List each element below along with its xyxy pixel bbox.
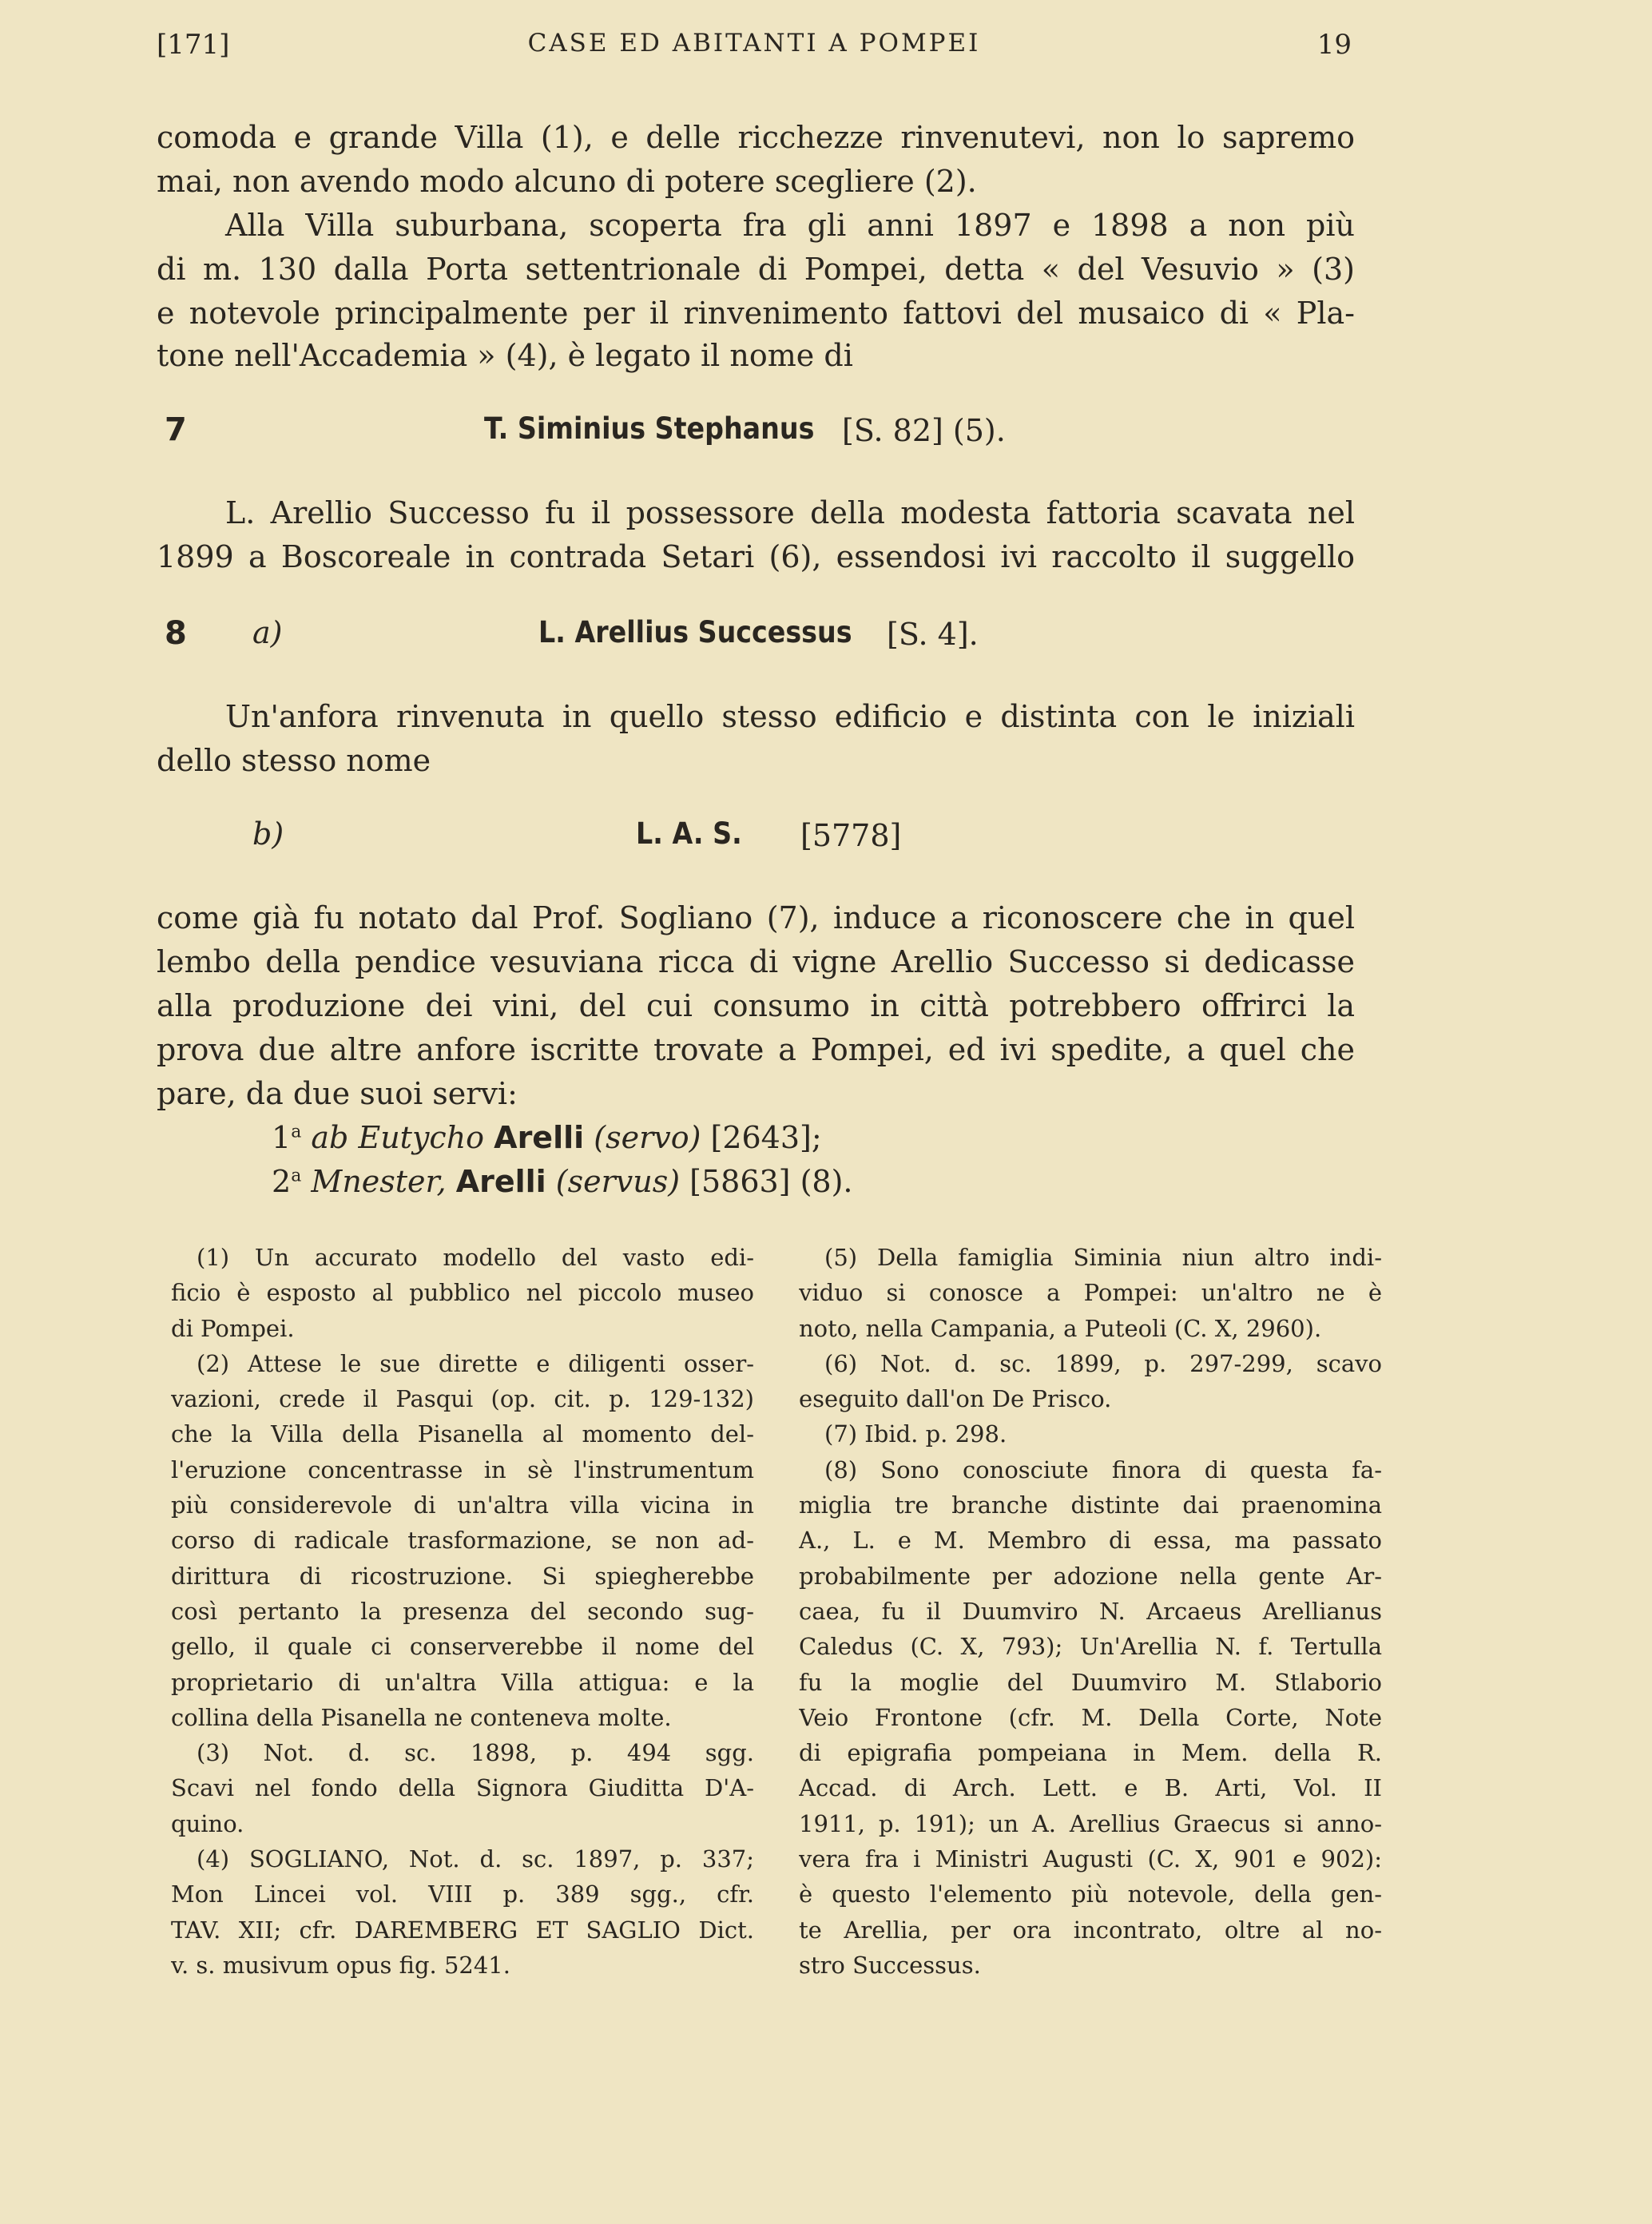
footnote-line: (4) SOGLIANO, Not. d. sc. 1897, p. 337; bbox=[197, 1845, 754, 1873]
footnote-line: Accad. di Arch. Lett. e B. Arti, Vol. II bbox=[799, 1774, 1382, 1802]
entry-number: 8 bbox=[165, 615, 187, 652]
page-number-bracketed: [171] bbox=[157, 29, 230, 61]
footnote-line: dirittura di ricostruzione. Si spiegherebbe bbox=[171, 1562, 754, 1590]
footnote-line: probabilmente per adozione nella gente Ar- bbox=[799, 1562, 1382, 1590]
body-line: pare, da due suoi servi: bbox=[157, 1076, 518, 1111]
ordinal-suffix: a bbox=[291, 1122, 302, 1142]
footnote-line: quino. bbox=[171, 1809, 244, 1837]
inscription-name: T. Siminius Stephanus bbox=[484, 411, 815, 446]
list-item bbox=[272, 1164, 852, 1199]
body-line: tone nell'Accademia » (4), è legato il nome di bbox=[157, 338, 853, 373]
footnote-line: di Pompei. bbox=[171, 1314, 295, 1342]
inscription-name: Arelli bbox=[494, 1120, 585, 1155]
footnote-line: v. s. musivum opus fig. 5241. bbox=[171, 1951, 510, 1979]
inscription-reference: [2643]; bbox=[710, 1120, 822, 1155]
inscription-reference: [5778] bbox=[800, 818, 902, 853]
inscription-reference: [S. 4]. bbox=[887, 617, 979, 652]
body-line: e notevole principalmente per il rinvenimento fattovi del musaico di « Pla- bbox=[157, 296, 1355, 331]
footnote-line: eseguito dall'on De Prisco. bbox=[799, 1385, 1112, 1413]
inscription-gloss: (servus) bbox=[555, 1164, 681, 1199]
body-line: lembo della pendice vesuviana ricca di vigne Arellio Successo si dedicasse bbox=[157, 944, 1355, 979]
footnote-line: l'eruzione concentrasse in sè l'instrumentum bbox=[171, 1456, 754, 1483]
body-line: mai, non avendo modo alcuno di potere scegliere (2). bbox=[157, 164, 977, 199]
body-line: Alla Villa suburbana, scoperta fra gli anni 1897 e 1898 a non più bbox=[225, 208, 1355, 243]
footnote-line: (5) Della famiglia Siminia niun altro indi- bbox=[824, 1244, 1382, 1271]
footnote-line: (7) Ibid. p. 298. bbox=[824, 1420, 1007, 1448]
footnote-line: te Arellia, per ora incontrato, oltre al no- bbox=[799, 1916, 1382, 1944]
inscription-entry-7 bbox=[157, 411, 1355, 459]
footnote-line: (1) Un accurato modello del vasto edi- bbox=[197, 1244, 754, 1271]
footnote-line: di epigrafia pompeiana in Mem. della R. bbox=[799, 1739, 1382, 1767]
footnote-line: gello, il quale ci conserverebbe il nome del bbox=[171, 1633, 754, 1661]
body-line: dello stesso nome bbox=[157, 743, 431, 778]
footnote-line: (2) Attese le sue dirette e diligenti osser- bbox=[197, 1349, 754, 1377]
footnote-line: 1911, p. 191); un A. Arellius Graecus si anno- bbox=[799, 1809, 1382, 1837]
inscription-entry-8b bbox=[157, 816, 1355, 864]
body-line: come già fu notato dal Prof. Sogliano (7), induce a riconoscere che in quel bbox=[157, 900, 1355, 935]
footnote-line: è questo l'elemento più notevole, della gen- bbox=[799, 1880, 1382, 1908]
inscription-reference: [5863] (8). bbox=[689, 1164, 853, 1199]
footnote-line: Veio Frontone (cfr. M. Della Corte, Note bbox=[799, 1703, 1382, 1731]
inscription-reference: [S. 82] (5). bbox=[842, 413, 1006, 448]
body-line: Un'anfora rinvenuta in quello stesso edificio e distinta con le iniziali bbox=[225, 699, 1355, 734]
inscription-gloss: (servo) bbox=[594, 1120, 701, 1155]
body-line: di m. 130 dalla Porta settentrionale di Pompei, detta « del Vesuvio » (3) bbox=[157, 252, 1355, 287]
footnotes-right-column bbox=[799, 1240, 1382, 1983]
footnote-line: stro Successus. bbox=[799, 1951, 981, 1979]
footnote-line: TAV. XII; cfr. DAREMBERG ET SAGLIO Dict. bbox=[171, 1916, 754, 1944]
inscription-text: Mnester, bbox=[311, 1164, 447, 1199]
footnote-line: ficio è esposto al pubblico nel piccolo museo bbox=[171, 1279, 754, 1307]
footnote-line: caea, fu il Duumviro N. Arcaeus Arellianus bbox=[799, 1597, 1382, 1625]
footnote-line: (6) Not. d. sc. 1899, p. 297-299, scavo bbox=[824, 1349, 1382, 1377]
footnote-line: Caledus (C. X, 793); Un'Arellia N. f. Tertulla bbox=[799, 1633, 1382, 1661]
footnote-line: viduo si conosce a Pompei: un'altro ne è bbox=[799, 1279, 1382, 1307]
page-number: 19 bbox=[1316, 29, 1352, 61]
entry-sub-letter: a) bbox=[252, 615, 283, 650]
footnote-line: più considerevole di un'altra villa vicina in bbox=[171, 1491, 754, 1519]
inscription-entry-8a bbox=[157, 615, 1355, 663]
list-ordinal: 2 bbox=[272, 1164, 292, 1199]
footnote-line: fu la moglie del Duumviro M. Stlaborio bbox=[799, 1668, 1382, 1696]
inscription-name: Arelli bbox=[455, 1164, 546, 1199]
inscription-name: L. Arellius Successus bbox=[538, 615, 852, 649]
body-line: alla produzione dei vini, del cui consumo in città potrebbero offrirci la bbox=[157, 988, 1355, 1023]
footnote-line: A., L. e M. Membro di essa, ma passato bbox=[799, 1527, 1382, 1555]
entry-number: 7 bbox=[165, 411, 187, 448]
footnote-line: corso di radicale trasformazione, se non ad- bbox=[171, 1527, 754, 1555]
footnote-line: così pertanto la presenza del secondo sug- bbox=[171, 1597, 754, 1625]
footnote-line: proprietario di un'altra Villa attigua: e la bbox=[171, 1668, 754, 1696]
footnote-line: che la Villa della Pisanella al momento del- bbox=[171, 1420, 754, 1448]
footnote-line: collina della Pisanella ne conteneva molte. bbox=[171, 1703, 672, 1731]
body-line: L. Arellio Successo fu il possessore della modesta fattoria scavata nel bbox=[225, 495, 1355, 530]
footnote-line: noto, nella Campania, a Puteoli (C. X, 2960). bbox=[799, 1314, 1322, 1342]
body-line: prova due altre anfore iscritte trovate a Pompei, ed ivi spedite, a quel che bbox=[157, 1032, 1355, 1067]
running-title: CASE ED ABITANTI A POMPEI bbox=[527, 29, 981, 58]
footnote-line: miglia tre branche distinte dai praenomina bbox=[799, 1491, 1382, 1519]
entry-sub-letter: b) bbox=[252, 816, 284, 852]
footnote-line: vazioni, crede il Pasqui (op. cit. p. 129-132) bbox=[171, 1385, 754, 1413]
footnote-line: Scavi nel fondo della Signora Giuditta D'A- bbox=[171, 1774, 754, 1802]
inscription-name: L. A. S. bbox=[636, 816, 742, 851]
footnote-line: (3) Not. d. sc. 1898, p. 494 sgg. bbox=[197, 1739, 754, 1767]
ordinal-suffix: a bbox=[291, 1166, 302, 1186]
body-line: 1899 a Boscoreale in contrada Setari (6), essendosi ivi raccolto il suggello bbox=[157, 539, 1355, 574]
list-ordinal: 1 bbox=[272, 1120, 292, 1155]
inscription-text: ab Eutycho bbox=[311, 1120, 485, 1155]
footnote-line: Mon Lincei vol. VIII p. 389 sgg., cfr. bbox=[171, 1880, 754, 1908]
body-line: comoda e grande Villa (1), e delle ricchezze rinvenutevi, non lo sapremo bbox=[157, 120, 1355, 155]
footnote-line: vera fra i Ministri Augusti (C. X, 901 e 902): bbox=[799, 1845, 1382, 1873]
running-header bbox=[157, 29, 1352, 73]
list-item bbox=[272, 1120, 822, 1155]
footnotes-left-column bbox=[171, 1240, 754, 1983]
footnote-line: (8) Sono conosciute finora di questa fa- bbox=[824, 1456, 1382, 1483]
